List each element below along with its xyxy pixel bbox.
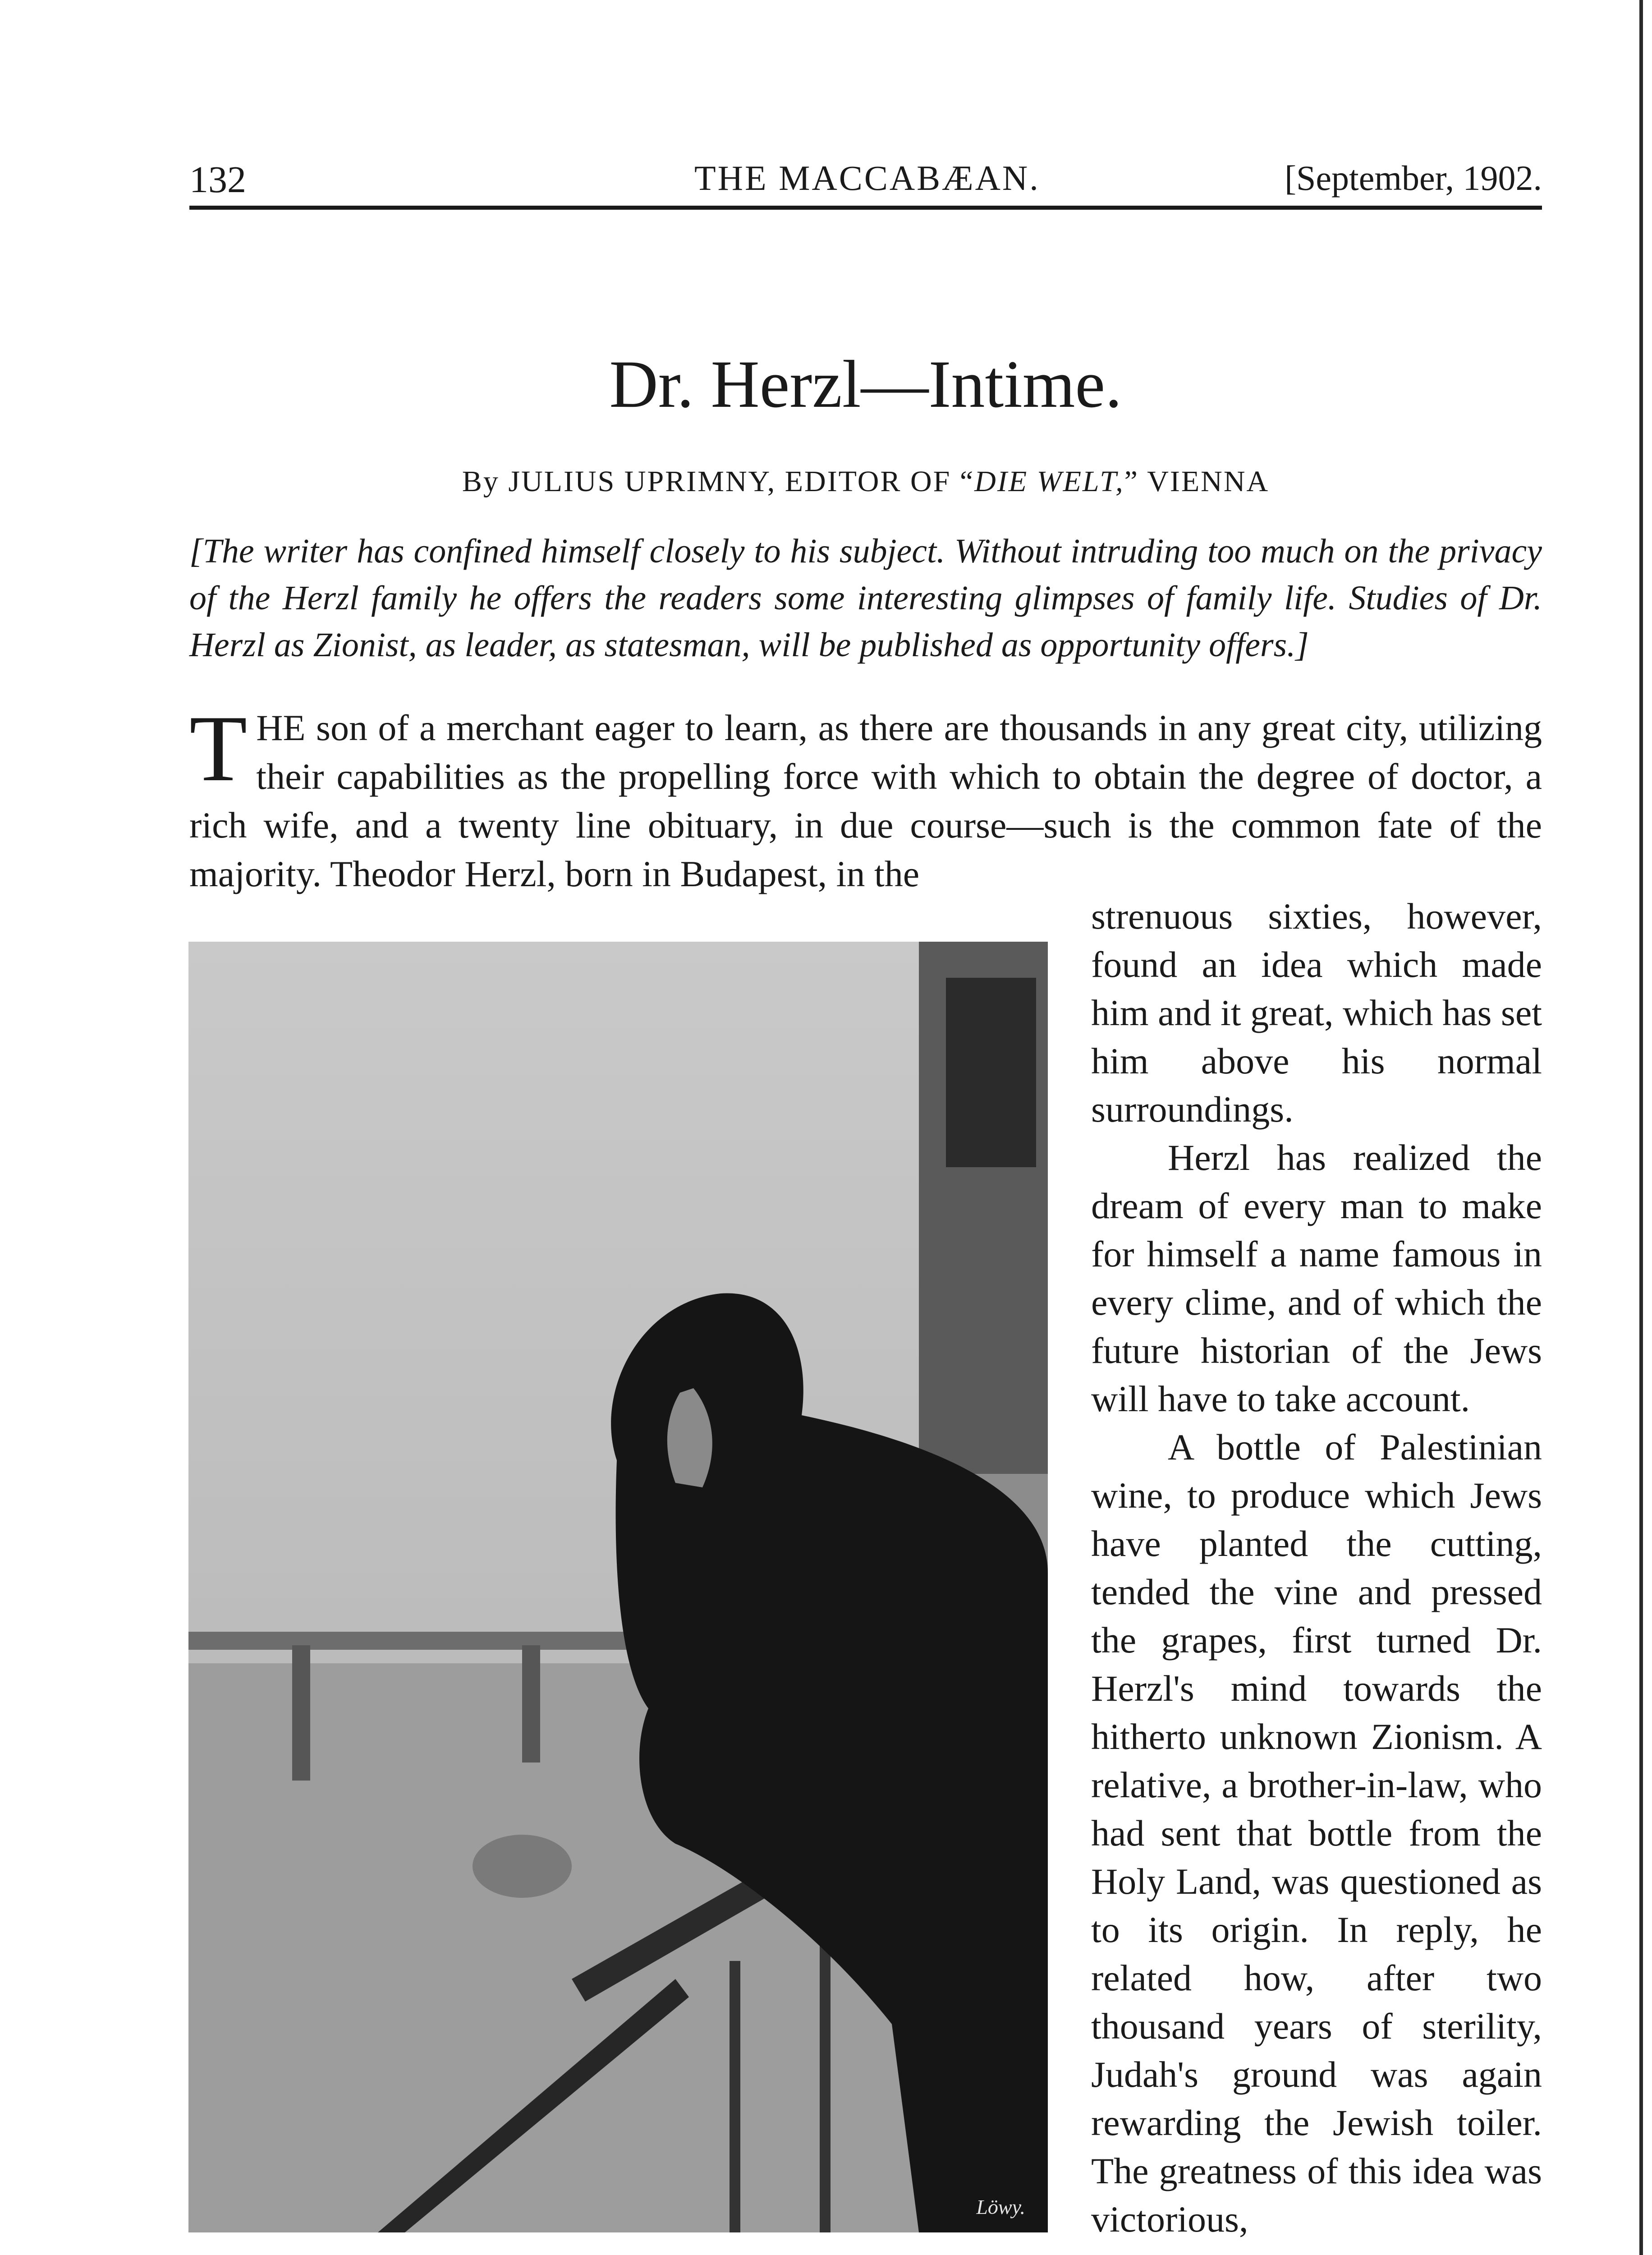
lead-text: HE son of a merchant eager to learn, as there are thousands in any great city, utilizing their capabilities as the propelling force with which to obtain the degree of doctor, a rich wife, and a twenty line obituary, in due course—such is the common fate of the majority. Theodor Herzl, born in Budapest, in the [189,707,1542,894]
byline [189,465,1542,499]
lead-paragraph [189,696,1542,898]
portrait-photo [188,942,1048,2232]
byline-publication: DIE WELT, [974,465,1124,498]
journal-title: THE MACCABÆAN. [694,158,1040,198]
article-title: Dr. Herzl—Intime. [609,347,1122,422]
header-rule [189,206,1542,210]
page-number: 132 [189,159,246,201]
editor-note: [The writer has confined himself closely to his subject. Without intruding too much on the privacy of the Herzl family he offers the readers some interesting glimpses of family life. Studies of Dr. Herzl as Zionist, as leader, as statesman, will be published as opportunity offers.] [189,532,1542,664]
issue-date: [September, 1902. [1285,158,1542,198]
photographer-signature: Löwy. [976,2195,1025,2218]
portrait-photo-image [188,942,1048,2232]
column-paragraph: A bottle of Palestinian wine, to produce which Jews have planted the cutting, tended the vine and pressed the grapes, first turned Dr. Herzl's mind towards the hitherto unknown Zionism. A relative, a brother-in-law, who had sent that bottle from the Holy Land, was questioned as to its origin. In reply, he related how, after two thousand years of sterility, Judah's ground was again rewarding the Jewish toiler. The greatness of this idea was victorious, [1091,1427,1542,2240]
drop-cap: T [189,696,248,801]
byline-prefix: By JULIUS UPRIMNY, EDITOR OF “ [462,465,975,498]
column-paragraph: Herzl has realized the dream of every man to make for himself a name famous in every clime, and of which the future historian of the Jews will have to take account. [1091,1137,1542,1419]
running-head [189,149,1542,201]
right-column [1091,892,1542,2243]
byline-suffix: ” VIENNA [1124,465,1270,498]
column-paragraph: strenuous sixties, however, found an idea which made him and it great, which has set him above his normal surroundings. [1091,896,1542,1130]
page-edge [1639,0,1643,2255]
